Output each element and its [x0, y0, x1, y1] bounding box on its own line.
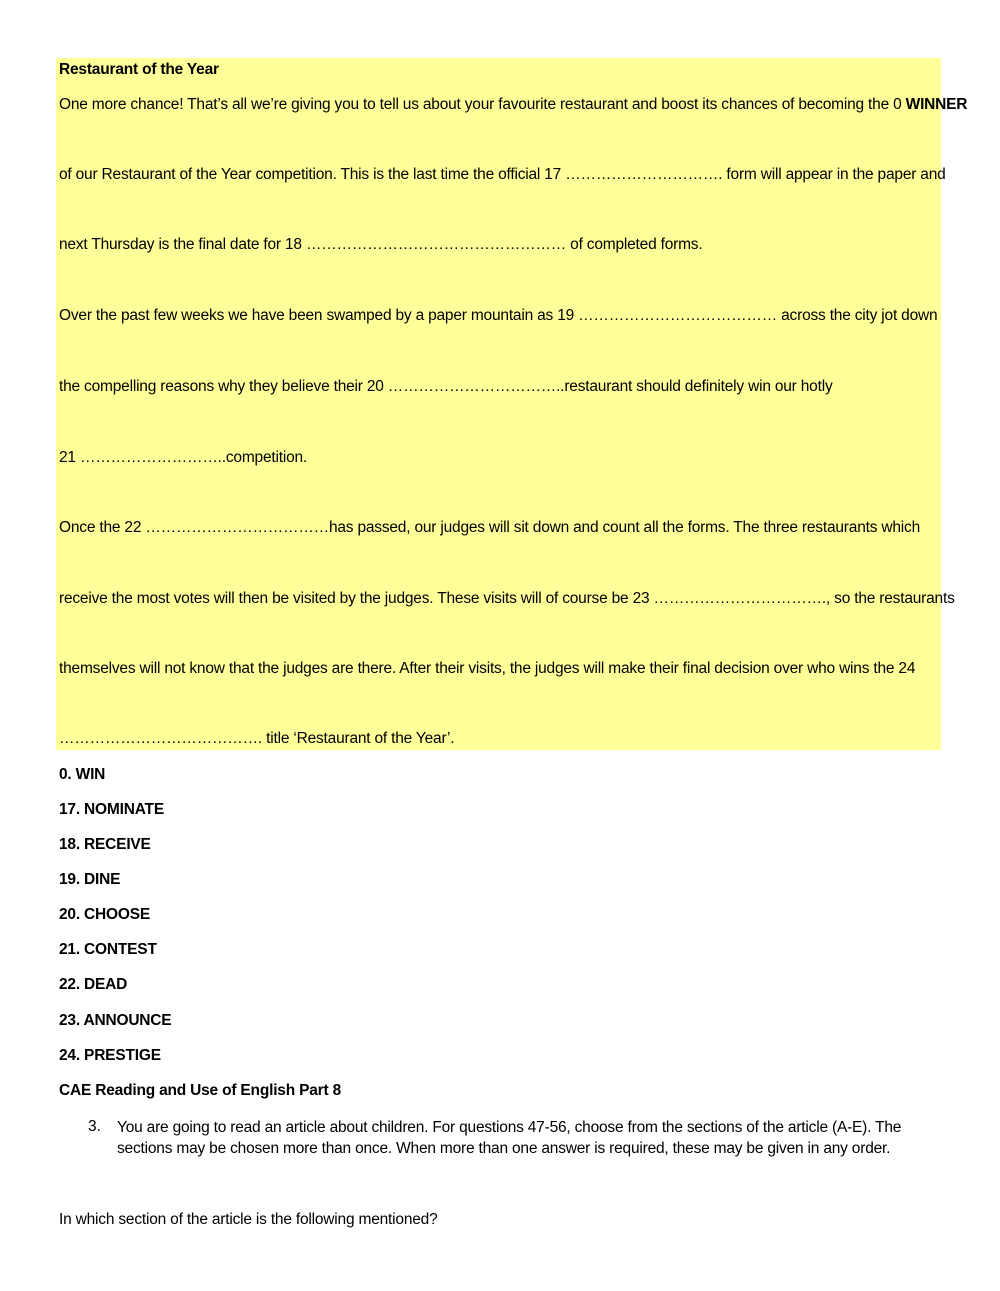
- word-list-item: 19. DINE: [59, 871, 121, 888]
- passage-title: Restaurant of the Year: [59, 61, 219, 78]
- word-list-item: 18. RECEIVE: [59, 836, 151, 853]
- passage-line-9: themselves will not know that the judges are there. After their visits, the judges will make their final decision over who wins the 24: [59, 660, 916, 677]
- word-list-item: 17. NOMINATE: [59, 801, 164, 818]
- word-list-item: 20. CHOOSE: [59, 906, 151, 923]
- part8-heading: CAE Reading and Use of English Part 8: [59, 1082, 341, 1099]
- word-list-item: 24. PRESTIGE: [59, 1047, 161, 1064]
- passage-line-2: of our Restaurant of the Year competition. This is the last time the official 17 …………………………. form will appear in the paper and: [59, 166, 946, 183]
- question-prompt: In which section of the article is the following mentioned?: [59, 1211, 438, 1228]
- passage-highlight: [56, 58, 941, 750]
- passage-line-5: the compelling reasons why they believe their 20 ……………………………..restaurant should definitely win our hotly: [59, 378, 833, 395]
- word-list-item: 0. WIN: [59, 766, 106, 783]
- passage-line-3: next Thursday is the final date for 18 …………………………………………… of completed forms.: [59, 236, 703, 253]
- passage-line-1-text: One more chance! That’s all we’re giving you to tell us about your favourite restaurant and boost its chances of becoming the 0: [59, 96, 906, 113]
- passage-line-10: …………………………………. title ‘Restaurant of the Year’.: [59, 730, 455, 747]
- passage-line-1: [59, 95, 967, 115]
- word-list-item: 23. ANNOUNCE: [59, 1012, 172, 1029]
- example-answer: WINNER: [905, 96, 968, 113]
- instruction-text: You are going to read an article about children. For questions 47-56, choose from the sections of the article (A-E). The sections may be chosen more than once. When more than one answer is required, these may be given in any order.: [117, 1119, 902, 1157]
- passage-line-6: 21 ………………………..competition.: [59, 449, 308, 466]
- passage-line-4: Over the past few weeks we have been swamped by a paper mountain as 19 ………………………………… across the city jot down: [59, 307, 938, 324]
- passage-line-8: receive the most votes will then be visited by the judges. These visits will of course be 23 ……………………………., so the restaurants: [59, 590, 955, 607]
- word-list-item: 22. DEAD: [59, 976, 128, 993]
- passage-line-7: Once the 22 ………………………………has passed, our judges will sit down and count all the forms. The three restaurants which: [59, 519, 920, 536]
- instruction-number: 3.: [88, 1118, 101, 1135]
- word-list-item: 21. CONTEST: [59, 941, 157, 958]
